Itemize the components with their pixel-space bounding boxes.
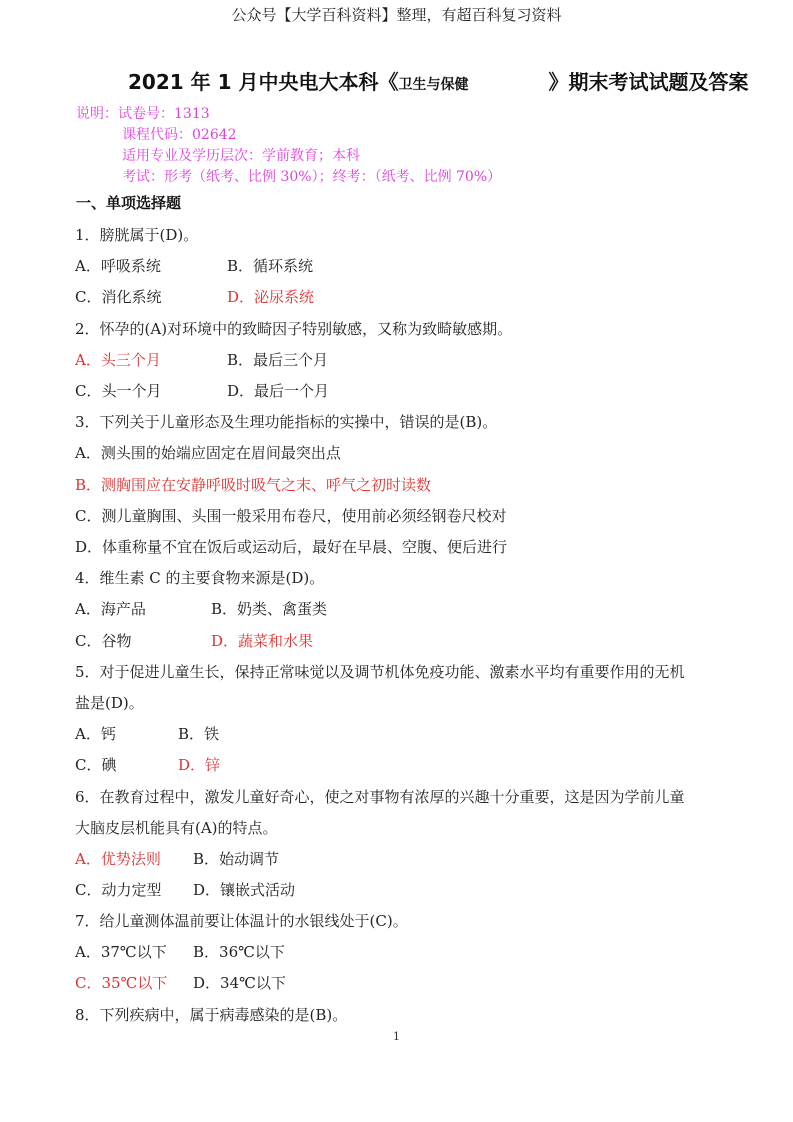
title-course: 卫生与保健 (398, 77, 469, 93)
option-row (75, 286, 314, 307)
answer-option: A．头三个月 (75, 351, 161, 369)
answer-option: B．测胸围应在安静呼吸时吸气之末、呼气之初时读数 (75, 476, 432, 494)
info-label: 说明： (76, 106, 118, 122)
option-row (75, 630, 313, 651)
question-stem: 7．给儿童测体温前要让体温计的水银线处于(C)。 (75, 912, 408, 930)
option: D．体重称量不宜在饭后或运动后，最好在早晨、空腹、便后进行 (75, 538, 508, 556)
option: B．铁 (178, 725, 220, 743)
header-note: 公众号【大学百科资料】整理，有超百科复习资料 (231, 6, 562, 24)
option: C．碘 (75, 756, 117, 774)
page-title (128, 66, 768, 95)
question-stem: 3．下列关于儿童形态及生理功能指标的实操中，错误的是(B)。 (75, 413, 498, 431)
option: D．最后一个月 (227, 382, 330, 400)
option: C．动力定型 (75, 881, 162, 899)
option: A．呼吸系统 (75, 257, 161, 275)
page-number: 1 (393, 1030, 400, 1043)
question-stem: 1．膀胱属于(D)。 (75, 226, 199, 244)
option-row (75, 255, 313, 276)
question-stem-cont: 盐是(D)。 (75, 694, 144, 712)
info-paper-no: 试卷号：1313 (118, 106, 210, 122)
title-prefix: 2021 年 1 月中央电大本科《 (128, 70, 399, 94)
answer-option: D．泌尿系统 (227, 288, 315, 306)
answer-option: C．35℃以下 (75, 974, 168, 992)
option-row (75, 972, 286, 993)
option: C．测儿童胸围、头围一般采用布卷尺，使用前必须经钢卷尺校对 (75, 507, 507, 525)
answer-option: D．蔬菜和水果 (211, 632, 314, 650)
option-row (75, 879, 295, 900)
option: A．海产品 (75, 600, 146, 618)
question-stem: 4．维生素 C 的主要食物来源是(D)。 (75, 569, 325, 587)
answer-option: D．锌 (178, 756, 221, 774)
exam-info (76, 104, 501, 188)
option: A．测头围的始端应固定在眉间最突出点 (75, 444, 341, 462)
option: B．奶类、禽蛋类 (211, 600, 328, 618)
option: B．36℃以下 (193, 943, 285, 961)
option-row (75, 349, 328, 370)
info-exam: 考试：形考（纸考、比例 30%）；终考：（纸考、比例 70%） (122, 169, 502, 185)
option: C．消化系统 (75, 288, 162, 306)
option: D．34℃以下 (193, 974, 286, 992)
question-stem: 8．下列疾病中，属于病毒感染的是(B)。 (75, 1006, 348, 1024)
option: C．谷物 (75, 632, 132, 650)
question-stem: 6．在教育过程中，激发儿童好奇心，使之对事物有浓厚的兴趣十分重要，这是因为学前儿童 (75, 788, 685, 806)
option-row (75, 380, 329, 401)
info-course-code: 课程代码：02642 (122, 127, 237, 143)
option: B．始动调节 (193, 850, 280, 868)
option: C．头一个月 (75, 382, 162, 400)
option: B．循环系统 (227, 257, 314, 275)
question-stem: 5．对于促进儿童生长，保持正常味觉以及调节机体免疫功能、激素水平均有重要作用的无机 (75, 663, 685, 681)
option-row (75, 754, 220, 775)
section-title: 一、单项选择题 (76, 194, 182, 212)
option: B．最后三个月 (227, 351, 329, 369)
info-major: 适用专业及学历层次：学前教育；本科 (122, 148, 360, 164)
option: A．钙 (75, 725, 116, 743)
question-stem-cont: 大脑皮层机能具有(A)的特点。 (75, 819, 278, 837)
answer-option: A．优势法则 (75, 850, 161, 868)
title-suffix: 》期末考试试题及答案 (548, 70, 749, 94)
option: A．37℃以下 (75, 943, 167, 961)
option-row (75, 941, 285, 962)
option-row (75, 848, 279, 869)
option-row (75, 723, 219, 744)
question-stem: 2．怀孕的(A)对环境中的致畸因子特别敏感，又称为致畸敏感期。 (75, 320, 513, 338)
option: D．镶嵌式活动 (193, 881, 296, 899)
option-row (75, 598, 327, 619)
